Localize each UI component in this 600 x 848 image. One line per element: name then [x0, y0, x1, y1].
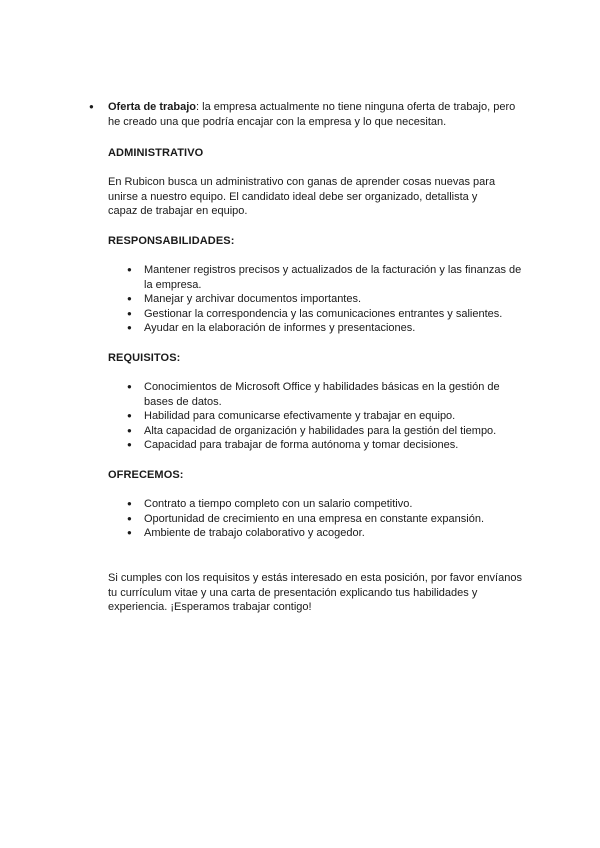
list-item: ● Contrato a tiempo completo con un salario competitivo.	[127, 498, 413, 510]
bullet-icon: ●	[127, 528, 132, 538]
list-item: ● Ayudar en la elaboración de informes y presentaciones.	[127, 322, 416, 335]
bullet-icon: ●	[127, 513, 132, 523]
list-item: ● Oportunidad de crecimiento en una empresa en constante expansión.	[127, 512, 484, 525]
bullet-icon: ●	[127, 411, 132, 421]
intro-body: : la empresa actualmente no tiene ninguna oferta de trabajo, pero he creado una que podría encajar con la empresa y lo que necesitan.	[108, 101, 516, 128]
list-item: ● Conocimientos de Microsoft Office y habilidades básicas en la gestión de bases de datos.	[127, 381, 500, 408]
list-item: ● Mantener registros precisos y actualizados de la facturación y las finanzas de la empresa.	[127, 264, 522, 291]
list-item: ● Ambiente de trabajo colaborativo y acogedor.	[127, 527, 365, 540]
job-title: ADMINISTRATIVO	[108, 147, 204, 159]
bullet-icon: ●	[127, 294, 132, 304]
responsibilities-list	[127, 263, 527, 336]
offer-heading: OFRECEMOS:	[108, 469, 184, 481]
bullet-icon: ●	[127, 323, 132, 333]
requirements-heading: REQUISITOS:	[108, 352, 181, 364]
bullet-icon: ●	[127, 425, 132, 435]
closing-paragraph: Si cumples con los requisitos y estás interesado en esta posición, por favor envíanos tu currículum vitae y una carta de presentación explicando tus habilidades y experiencia. ¡Esperamos trabajar contigo!	[108, 572, 522, 614]
requirements-list	[127, 380, 527, 453]
job-description: En Rubicon busca un administrativo con ganas de aprender cosas nuevas para unirse a nuestro equipo. El candidato ideal debe ser organizado, detallista y capaz de trabajar en equipo.	[108, 176, 496, 218]
intro-bold-label: Oferta de trabajo	[108, 101, 197, 113]
list-item: ● Alta capacidad de organización y habilidades para la gestión del tiempo.	[127, 424, 497, 437]
list-item: ● Gestionar la correspondencia y las comunicaciones entrantes y salientes.	[127, 307, 503, 320]
list-item: ● Manejar y archivar documentos importantes.	[127, 293, 362, 306]
bullet-icon: ●	[127, 308, 132, 318]
bullet-icon: ●	[127, 382, 132, 391]
bullet-icon: ●	[89, 102, 94, 111]
offer-list	[127, 497, 527, 541]
intro-text	[108, 100, 529, 129]
responsibilities-heading: RESPONSABILIDADES:	[108, 235, 235, 247]
bullet-icon: ●	[127, 499, 132, 508]
list-item: ● Capacidad para trabajar de forma autónoma y tomar decisiones.	[127, 439, 459, 452]
bullet-icon: ●	[127, 440, 132, 450]
intro-paragraph	[89, 100, 529, 129]
list-item: ● Habilidad para comunicarse efectivamente y trabajar en equipo.	[127, 410, 456, 423]
bullet-icon: ●	[127, 265, 132, 274]
